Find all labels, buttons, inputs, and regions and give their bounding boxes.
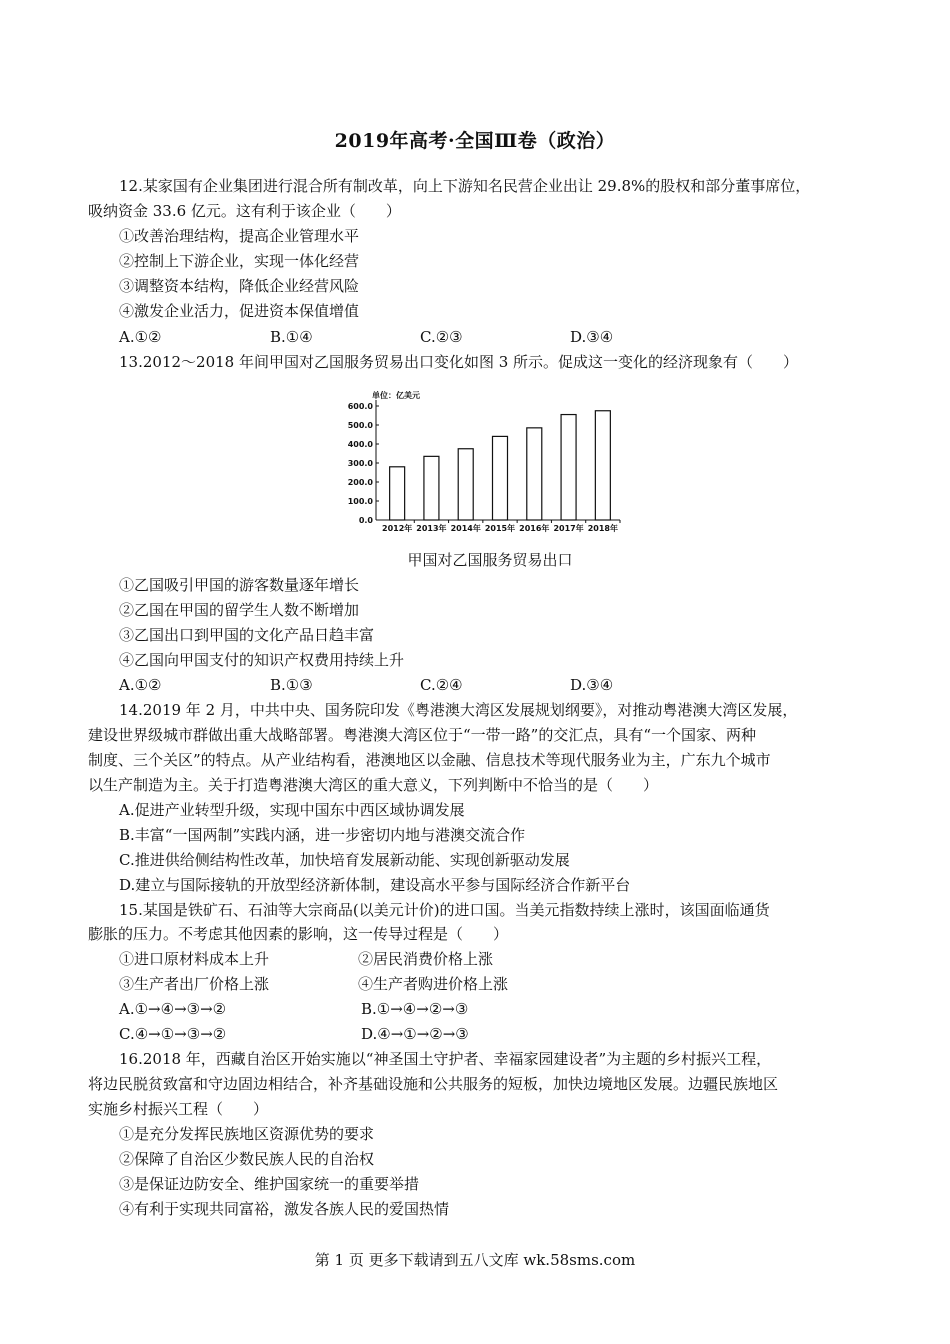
- y-tick-label: 100.0: [347, 497, 373, 506]
- q15-stem-line1: 15.某国是铁矿石、石油等大宗商品(以美元计价)的进口国。当美元指数持续上涨时，该国面临通货: [119, 901, 770, 919]
- x-tick-label: 2018年: [587, 524, 618, 533]
- q15-item-3: ③生产者出厂价格上涨: [119, 975, 270, 993]
- q15-item-2: ②居民消费价格上涨: [358, 950, 494, 968]
- q12-item-1: ①改善治理结构，提高企业管理水平: [119, 227, 360, 245]
- x-tick-label: 2012年: [382, 524, 413, 533]
- q14-stem-line4: 以生产制造为主。关于打造粤港澳大湾区的重大意义，下列判断中不恰当的是（ ）: [88, 776, 659, 794]
- q16-stem-line3: 实施乡村振兴工程（ ）: [88, 1100, 269, 1118]
- q12-option-c: C.②③: [420, 328, 463, 346]
- q12-option-a: A.①②: [119, 328, 162, 346]
- q12-stem-line2: 吸纳资金 33.6 亿元。这有利于该企业（ ）: [88, 202, 401, 220]
- q13-option-d: D.③④: [570, 676, 614, 694]
- bar-2016年: [527, 428, 542, 520]
- q14-choice-b: B.丰富“一国两制”实践内涵，进一步密切内地与港澳交流合作: [119, 826, 526, 844]
- q12-item-2: ②控制上下游企业，实现一体化经营: [119, 252, 360, 270]
- y-tick-label: 400.0: [347, 440, 373, 449]
- q13-option-b: B.①③: [270, 676, 313, 694]
- x-tick-label: 2014年: [450, 524, 481, 533]
- q14-stem-line2: 建设世界级城市群做出重大战略部署。粤港澳大湾区位于“一带一路”的交汇点，具有“一个国家、两种: [88, 726, 757, 744]
- q13-item-3: ③乙国出口到甲国的文化产品日趋丰富: [119, 626, 375, 644]
- q16-stem-line2: 将边民脱贫致富和守边固边相结合，补齐基础设施和公共服务的短板，加快边境地区发展。边疆民族地区: [88, 1075, 779, 1093]
- q15-stem-line2: 膨胀的压力。不考虑其他因素的影响，这一传导过程是（ ）: [88, 925, 509, 943]
- q16-item-1: ①是充分发挥民族地区资源优势的要求: [119, 1125, 375, 1143]
- q13-item-4: ④乙国向甲国支付的知识产权费用持续上升: [119, 651, 405, 669]
- x-tick-label: 2013年: [416, 524, 447, 533]
- q12-option-b: B.①④: [270, 328, 313, 346]
- q15-option-b: B.①→④→②→③: [361, 1000, 469, 1018]
- q13-option-a: A.①②: [119, 676, 162, 694]
- chart-unit-label: 单位：亿美元: [372, 391, 420, 400]
- q14-stem-line3: 制度、三个关区”的特点。从产业结构看，港澳地区以金融、信息技术等现代服务业为主，广东九个城市: [88, 751, 771, 769]
- chart-caption: 甲国对乙国服务贸易出口: [407, 551, 573, 569]
- y-tick-label: 300.0: [347, 459, 373, 468]
- q16-stem-line1: 16.2018 年，西藏自治区开始实施以“神圣国土守护者、幸福家园建设者”为主题的乡村振兴工程，: [119, 1050, 772, 1068]
- q13-stem-line1: 13.2012～2018 年间甲国对乙国服务贸易出口变化如图 3 所示。促成这一变化的经济现象有（ ）: [119, 353, 799, 371]
- x-tick-label: 2016年: [519, 524, 550, 533]
- q13-item-1: ①乙国吸引甲国的游客数量逐年增长: [119, 576, 360, 594]
- q15-option-d: D.④→①→②→③: [361, 1025, 469, 1043]
- bar-2012年: [390, 467, 405, 520]
- q15-option-c: C.④→①→③→②: [119, 1025, 227, 1043]
- q16-item-3: ③是保证边防安全、维护国家统一的重要举措: [119, 1175, 420, 1193]
- q14-choice-a: A.促进产业转型升级，实现中国东中西区域协调发展: [119, 801, 465, 819]
- page-title: 2019年高考·全国Ⅲ卷（政治）: [334, 130, 616, 152]
- x-tick-label: 2015年: [484, 524, 516, 533]
- q16-item-4: ④有利于实现共同富裕，激发各族人民的爱国热情: [119, 1200, 450, 1218]
- bar-2017年: [561, 415, 576, 520]
- q15-option-a: A.①→④→③→②: [119, 1000, 227, 1018]
- q14-choice-c: C.推进供给侧结构性改革，加快培育发展新动能、实现创新驱动发展: [119, 851, 570, 869]
- q12-stem-line1: 12.某家国有企业集团进行混合所有制改革，向上下游知名民营企业出让 29.8%的股权和部分董事席位，: [119, 177, 811, 195]
- y-tick-label: 600.0: [347, 402, 373, 411]
- q16-item-2: ②保障了自治区少数民族人民的自治权: [119, 1150, 375, 1168]
- x-tick-label: 2017年: [553, 524, 584, 533]
- y-tick-label: 0.0: [358, 516, 373, 525]
- q13-item-2: ②乙国在甲国的留学生人数不断增加: [119, 601, 360, 619]
- q12-option-d: D.③④: [570, 328, 614, 346]
- y-tick-label: 500.0: [347, 421, 373, 430]
- q12-item-4: ④激发企业活力，促进资本保值增值: [119, 302, 360, 320]
- q12-item-3: ③调整资本结构，降低企业经营风险: [119, 277, 360, 295]
- q15-item-4: ④生产者购进价格上涨: [358, 975, 509, 993]
- bar-2015年: [493, 436, 508, 520]
- bar-2014年: [458, 449, 473, 520]
- q14-choice-d: D.建立与国际接轨的开放型经济新体制，建设高水平参与国际经济合作新平台: [119, 876, 631, 894]
- q13-option-c: C.②④: [420, 676, 463, 694]
- y-tick-label: 200.0: [347, 478, 373, 487]
- q15-item-1: ①进口原材料成本上升: [119, 950, 270, 968]
- bar-chart: [340, 385, 630, 545]
- page-footer: 第 1 页 更多下载请到五八文库 wk.58sms.com: [314, 1251, 636, 1269]
- bar-2013年: [424, 456, 439, 520]
- bar-2018年: [595, 411, 610, 520]
- q14-stem-line1: 14.2019 年 2 月，中共中央、国务院印发《粤港澳大湾区发展规划纲要》，对推动粤港澳大湾区发展，: [119, 701, 798, 719]
